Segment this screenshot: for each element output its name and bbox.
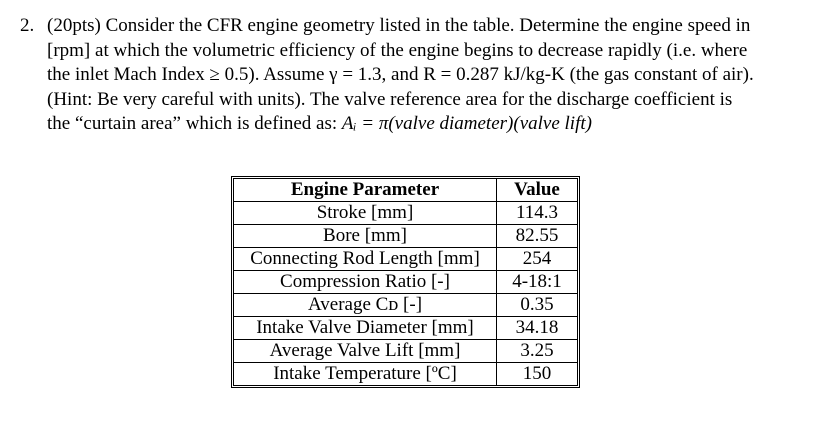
curtain-area-formula: Aᵢ = π(valve diameter)(valve lift)	[341, 113, 592, 134]
table-row	[234, 248, 578, 271]
header-engine-parameter: Engine Parameter	[234, 179, 497, 202]
table-row	[234, 340, 578, 363]
problem-line-last	[47, 112, 807, 137]
table-row	[234, 294, 578, 317]
value-cell: 114.3	[497, 202, 578, 225]
header-value: Value	[497, 179, 578, 202]
param-cell: Average Valve Lift [mm]	[234, 340, 497, 363]
param-cell: Intake Temperature [ºC]	[234, 363, 497, 386]
param-cell: Intake Valve Diameter [mm]	[234, 317, 497, 340]
value-cell: 254	[497, 248, 578, 271]
value-cell: 4-18:1	[497, 271, 578, 294]
value-cell: 82.55	[497, 225, 578, 248]
table-row	[234, 271, 578, 294]
table-row	[234, 202, 578, 225]
problem-text	[47, 14, 807, 137]
value-cell: 150	[497, 363, 578, 386]
table-header-row	[234, 179, 578, 202]
problem-number: 2.	[20, 15, 35, 36]
table-row	[234, 317, 578, 340]
problem-line: (Hint: Be very careful with units). The valve reference area for the discharge coefficient is	[47, 88, 733, 110]
param-cell: Stroke [mm]	[234, 202, 497, 225]
value-cell: 0.35	[497, 294, 578, 317]
table-row	[234, 363, 578, 386]
engine-parameter-table	[233, 178, 578, 386]
problem-line: [rpm] at which the volumetric efficiency of the engine begins to decrease rapidly (i.e. where	[47, 39, 748, 61]
table-row	[234, 225, 578, 248]
param-cell: Compression Ratio [-]	[234, 271, 497, 294]
value-cell: 3.25	[497, 340, 578, 363]
problem-line: the inlet Mach Index ≥ 0.5). Assume γ = 1.3, and R = 0.287 kJ/kg-K (the gas constant of air).	[47, 64, 754, 85]
param-cell: Bore [mm]	[234, 225, 497, 248]
param-cell: Connecting Rod Length [mm]	[234, 248, 497, 271]
problem-line-text: the “curtain area” which is defined as:	[47, 113, 342, 134]
param-cell: Average Cᴅ [-]	[234, 294, 497, 317]
problem-line: (20pts) Consider the CFR engine geometry listed in the table. Determine the engine speed in	[47, 15, 751, 36]
value-cell: 34.18	[497, 317, 578, 340]
